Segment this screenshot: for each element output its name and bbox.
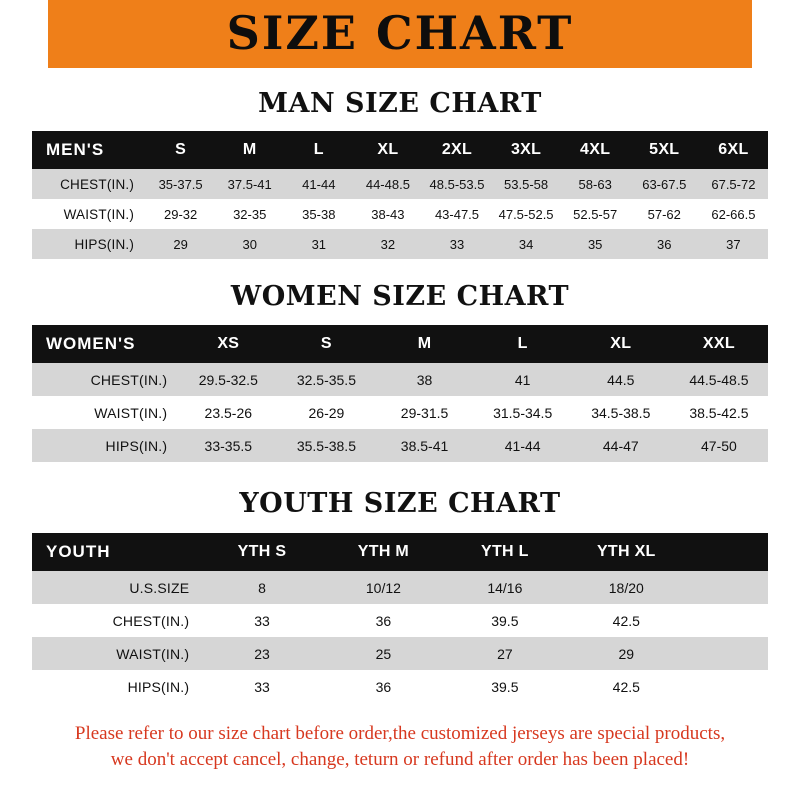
women-header-cell-3: M <box>417 335 432 352</box>
youth-table-body <box>32 571 768 703</box>
man-header-cell-0: MEN'S <box>46 140 105 159</box>
man-hips-xl: 32 <box>353 229 422 259</box>
man-waist-m: 32-35 <box>215 199 284 229</box>
women-row-label-waist: WAIST(IN.) <box>32 396 179 429</box>
youth-header-cell-3: YTH L <box>481 543 529 560</box>
women-table-header <box>32 325 768 363</box>
man-hips-3xl: 34 <box>492 229 561 259</box>
man-waist-2xl: 43-47.5 <box>422 199 491 229</box>
women-header-cell-0: WOMEN'S <box>46 334 136 353</box>
women-chest-xs: 29.5-32.5 <box>179 363 277 396</box>
youth-ussize-m: 10/12 <box>323 571 444 604</box>
youth-ussize-xl: 18/20 <box>566 571 687 604</box>
youth-row-label-chest: CHEST(IN.) <box>32 604 201 637</box>
youth-hips-l: 39.5 <box>444 670 565 703</box>
man-hips-4xl: 35 <box>561 229 630 259</box>
women-chest-m: 38 <box>375 363 473 396</box>
youth-table-header <box>32 533 768 571</box>
page-title: SIZE CHART <box>226 6 574 60</box>
women-chest-xxl: 44.5-48.5 <box>670 363 768 396</box>
man-chest-6xl: 67.5-72 <box>699 169 768 199</box>
youth-header-cell-1: YTH S <box>237 543 287 560</box>
women-chest-xl: 44.5 <box>572 363 670 396</box>
women-chest-l: 41 <box>474 363 572 396</box>
youth-row-spacer <box>687 604 768 637</box>
youth-chest-m: 36 <box>323 604 444 637</box>
youth-waist-s: 23 <box>201 637 322 670</box>
man-table-header <box>32 131 768 169</box>
youth-waist-m: 25 <box>323 637 444 670</box>
man-header-cell-1: S <box>175 141 187 158</box>
youth-row-spacer <box>687 670 768 703</box>
man-row-label-waist: WAIST(IN.) <box>32 199 146 229</box>
man-header-cell-3: L <box>313 141 324 158</box>
youth-row-label-waist: WAIST(IN.) <box>32 637 201 670</box>
women-row-label-chest: CHEST(IN.) <box>32 363 179 396</box>
youth-row-label-hips: HIPS(IN.) <box>32 670 201 703</box>
women-waist-m: 29-31.5 <box>375 396 473 429</box>
man-waist-4xl: 52.5-57 <box>561 199 630 229</box>
man-chest-2xl: 48.5-53.5 <box>422 169 491 199</box>
women-table-wrapper <box>0 325 800 462</box>
women-row-label-hips: HIPS(IN.) <box>32 429 179 462</box>
man-row-label-chest: CHEST(IN.) <box>32 169 146 199</box>
women-hips-m: 38.5-41 <box>375 429 473 462</box>
man-waist-xl: 38-43 <box>353 199 422 229</box>
man-chest-m: 37.5-41 <box>215 169 284 199</box>
man-header-cell-5: 2XL <box>441 141 473 158</box>
man-table-wrapper <box>0 131 800 259</box>
youth-header-cell-0: YOUTH <box>46 542 111 561</box>
man-header-cell-6: 3XL <box>510 141 542 158</box>
table-header-row <box>32 533 768 571</box>
women-waist-xxl: 38.5-42.5 <box>670 396 768 429</box>
youth-table-wrapper <box>0 533 800 703</box>
table-row <box>32 169 768 199</box>
man-hips-6xl: 37 <box>699 229 768 259</box>
man-table-body <box>32 169 768 259</box>
youth-section-title: YOUTH SIZE CHART <box>239 488 561 519</box>
header-banner <box>0 0 800 68</box>
man-header-cell-7: 4XL <box>580 141 611 158</box>
man-section-title: MAN SIZE CHART <box>258 88 542 119</box>
women-header-cell-5: XL <box>610 335 632 352</box>
women-header-cell-2: S <box>320 335 332 352</box>
youth-chest-xl: 42.5 <box>566 604 687 637</box>
youth-chest-l: 39.5 <box>444 604 565 637</box>
women-waist-xl: 34.5-38.5 <box>572 396 670 429</box>
youth-row-spacer <box>687 571 768 604</box>
disclaimer-note <box>0 721 800 772</box>
man-waist-5xl: 57-62 <box>630 199 699 229</box>
women-header-cell-6: XXL <box>702 335 735 352</box>
women-hips-l: 41-44 <box>474 429 572 462</box>
man-chest-5xl: 63-67.5 <box>630 169 699 199</box>
youth-row-spacer <box>687 637 768 670</box>
women-hips-xs: 33-35.5 <box>179 429 277 462</box>
table-row <box>32 571 768 604</box>
table-header-row <box>32 131 768 169</box>
man-size-table <box>32 131 768 259</box>
women-waist-s: 26-29 <box>277 396 375 429</box>
man-waist-l: 35-38 <box>284 199 353 229</box>
table-row <box>32 363 768 396</box>
disclaimer-line-1: Please refer to our size chart before order,the customized jerseys are special products, <box>74 723 726 744</box>
man-header-cell-2: M <box>242 141 257 158</box>
man-chest-3xl: 53.5-58 <box>492 169 561 199</box>
table-row <box>32 604 768 637</box>
table-row <box>32 670 768 703</box>
man-hips-2xl: 33 <box>422 229 491 259</box>
youth-chest-s: 33 <box>201 604 322 637</box>
youth-hips-xl: 42.5 <box>566 670 687 703</box>
man-waist-3xl: 47.5-52.5 <box>492 199 561 229</box>
man-hips-s: 29 <box>146 229 215 259</box>
youth-size-table <box>32 533 768 703</box>
man-hips-5xl: 36 <box>630 229 699 259</box>
table-row <box>32 199 768 229</box>
women-size-table <box>32 325 768 462</box>
women-waist-xs: 23.5-26 <box>179 396 277 429</box>
man-hips-m: 30 <box>215 229 284 259</box>
man-header-cell-9: 6XL <box>718 141 749 158</box>
table-row <box>32 396 768 429</box>
man-hips-l: 31 <box>284 229 353 259</box>
man-chest-xl: 44-48.5 <box>353 169 422 199</box>
man-waist-s: 29-32 <box>146 199 215 229</box>
youth-ussize-s: 8 <box>201 571 322 604</box>
man-header-cell-8: 5XL <box>649 141 680 158</box>
disclaimer-line-2: we don't accept cancel, change, teturn or refund after order has been placed! <box>110 748 690 770</box>
youth-header-cell-2: YTH M <box>357 543 410 560</box>
man-chest-s: 35-37.5 <box>146 169 215 199</box>
women-waist-l: 31.5-34.5 <box>474 396 572 429</box>
youth-ussize-l: 14/16 <box>444 571 565 604</box>
women-header-cell-1: XS <box>217 335 240 352</box>
youth-hips-s: 33 <box>201 670 322 703</box>
women-hips-xxl: 47-50 <box>670 429 768 462</box>
table-row <box>32 429 768 462</box>
table-row <box>32 229 768 259</box>
youth-header-spacer <box>687 533 768 571</box>
women-chest-s: 32.5-35.5 <box>277 363 375 396</box>
youth-row-label-ussize: U.S.SIZE <box>32 571 201 604</box>
youth-waist-xl: 29 <box>566 637 687 670</box>
women-header-cell-4: L <box>517 335 528 352</box>
women-section-title: WOMEN SIZE CHART <box>230 281 570 312</box>
man-chest-4xl: 58-63 <box>561 169 630 199</box>
man-header-cell-4: XL <box>377 141 399 158</box>
women-hips-s: 35.5-38.5 <box>277 429 375 462</box>
women-table-body <box>32 363 768 462</box>
youth-header-cell-4: YTH XL <box>596 543 656 560</box>
youth-waist-l: 27 <box>444 637 565 670</box>
table-header-row <box>32 325 768 363</box>
man-chest-l: 41-44 <box>284 169 353 199</box>
man-waist-6xl: 62-66.5 <box>699 199 768 229</box>
table-row <box>32 637 768 670</box>
youth-hips-m: 36 <box>323 670 444 703</box>
man-row-label-hips: HIPS(IN.) <box>32 229 146 259</box>
women-hips-xl: 44-47 <box>572 429 670 462</box>
